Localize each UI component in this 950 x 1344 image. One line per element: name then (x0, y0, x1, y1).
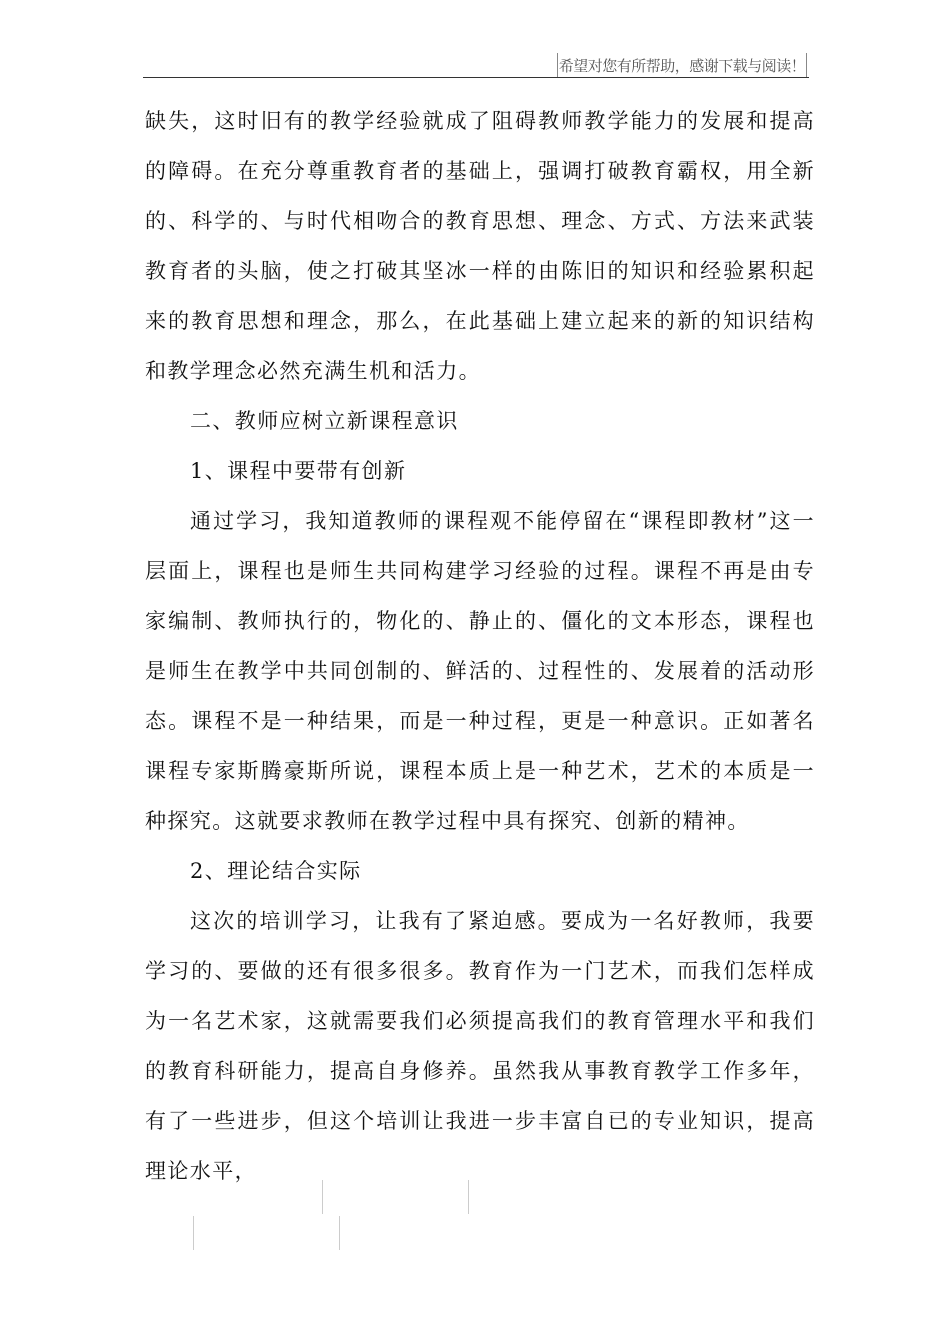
faint-vertical-mark (468, 1180, 469, 1214)
header-banner (557, 53, 807, 77)
header-rule (143, 77, 809, 78)
body-paragraph-2: 通过学习，我知道教师的课程观不能停留在“课程即教材”这一层面上，课程也是师生共同构建学习经验的过程。课程不再是由专家编制、教师执行的，物化的、静止的、僵化的文本形态，课程也是师生在教学中共同创制的、鲜活的、过程性的、发展着的活动形态。课程不是一种结果，而是一种过程，更是一种意识。正如著名课程专家斯腾豪斯所说，课程本质上是一种艺术，艺术的本质是一种探究。这就要求教师在教学过程中具有探究、创新的精神。 (145, 509, 815, 833)
faint-vertical-mark (339, 1216, 340, 1250)
document-body (145, 96, 815, 1196)
faint-vertical-mark (322, 1180, 323, 1214)
header-banner-text: 希望对您有所帮助，感谢下载与阅读！ (558, 56, 806, 75)
faint-vertical-mark (193, 1216, 194, 1250)
subsection-heading-2: 2、理论结合实际 (190, 859, 362, 883)
body-paragraph-1: 缺失，这时旧有的教学经验就成了阻碍教师教学能力的发展和提高的障碍。在充分尊重教育者的基础上，强调打破教育霸权，用全新的、科学的、与时代相吻合的教育思想、理念、方式、方法来武装教育者的头脑，使之打破其坚冰一样的由陈旧的知识和经验累积起来的教育思想和理念，那么，在此基础上建立起来的新的知识结构和教学理念必然充满生机和活力。 (145, 109, 815, 383)
subsection-heading-1: 1、课程中要带有创新 (190, 459, 407, 483)
body-paragraph-3: 这次的培训学习，让我有了紧迫感。要成为一名好教师，我要学习的、要做的还有很多很多。教育作为一门艺术，而我们怎样成为一名艺术家，这就需要我们必须提高我们的教育管理水平和我们的教育科研能力，提高自身修养。虽然我从事教育教学工作多年，有了一些进步，但这个培训让我进一步丰富自已的专业知识，提高理论水平， (145, 909, 815, 1183)
section-heading-2: 二、教师应树立新课程意识 (190, 409, 459, 433)
